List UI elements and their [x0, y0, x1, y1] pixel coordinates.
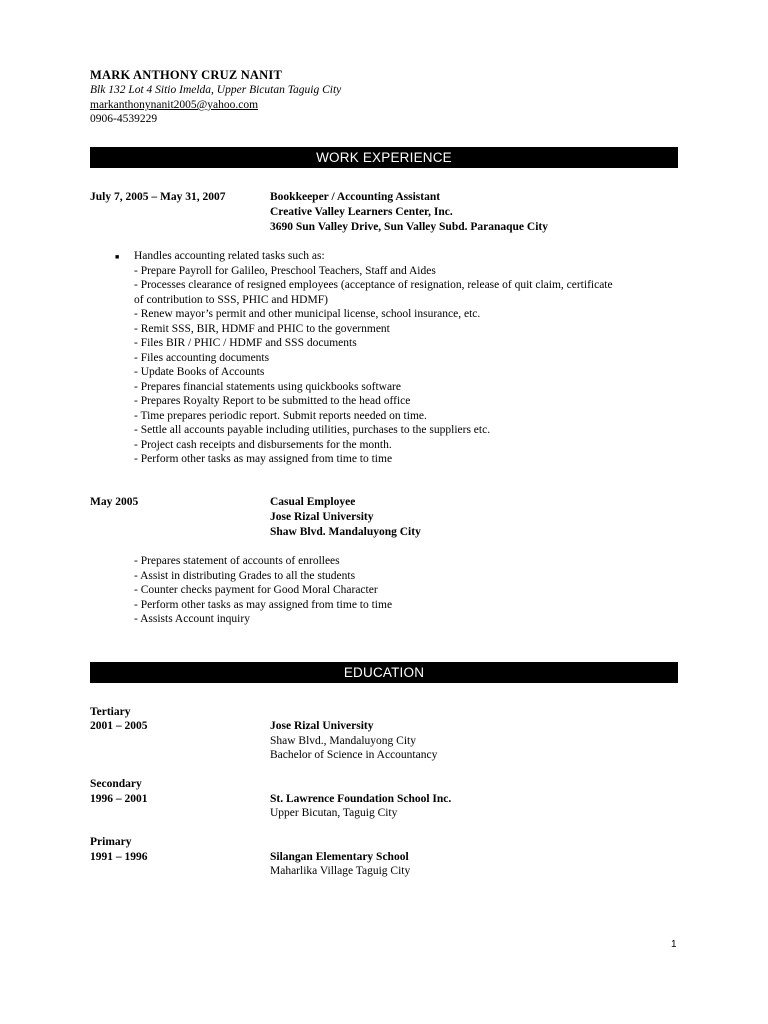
secondary-address: Upper Bicutan, Taguig City	[270, 807, 398, 819]
list-item: - Remit SSS, BIR, HDMF and PHIC to the government	[134, 322, 390, 335]
list-item: - Prepares statement of accounts of enrollees	[134, 555, 340, 567]
list-item: - Files BIR / PHIC / HDMF and SSS documents	[134, 337, 357, 349]
secondary-label: Secondary	[90, 778, 142, 790]
list-item: - Renew mayor’s permit and other municipal license, school insurance, etc.	[134, 308, 481, 320]
list-item: - Project cash receipts and disbursements for the month.	[134, 438, 392, 451]
primary-years: 1991 – 1996	[90, 851, 148, 863]
applicant-name: MARK ANTHONY CRUZ NANIT	[90, 68, 282, 82]
applicant-address: Blk 132 Lot 4 Sitio Imelda, Upper Bicutan Taguig City	[90, 84, 342, 96]
list-item: - Processes clearance of resigned employees (acceptance of resignation, release of quit claim, certificate	[134, 279, 613, 291]
list-item: - Assists Account inquiry	[134, 613, 250, 625]
job2-duties-list	[134, 554, 392, 627]
list-item: - Prepares financial statements using quickbooks software	[134, 380, 401, 393]
job2-company: Jose Rizal University	[270, 511, 374, 523]
primary-address: Maharlika Village Taguig City	[270, 865, 411, 877]
job2-location: Shaw Blvd. Mandaluyong City	[270, 526, 421, 538]
list-item: - Counter checks payment for Good Moral Character	[134, 584, 378, 596]
tertiary-address: Shaw Blvd., Mandaluyong City	[270, 735, 416, 747]
list-item: Handles accounting related tasks such as:	[134, 250, 325, 262]
bullet-icon: ■	[115, 253, 120, 261]
secondary-years: 1996 – 2001	[90, 793, 148, 805]
job1-dates: July 7, 2005 – May 31, 2007	[90, 191, 226, 203]
work-experience-heading: WORK EXPERIENCE	[90, 147, 678, 168]
list-item: - Update Books of Accounts	[134, 366, 265, 378]
list-item: - Settle all accounts payable including utilities, purchases to the suppliers etc.	[134, 424, 491, 436]
list-item: - Perform other tasks as may assigned from time to time	[134, 598, 393, 611]
tertiary-school: Jose Rizal University	[270, 720, 374, 732]
list-item: - Time prepares periodic report. Submit reports needed on time.	[134, 409, 427, 422]
primary-school: Silangan Elementary School	[270, 851, 409, 863]
list-item: of contribution to SSS, PHIC and HDMF)	[134, 293, 328, 306]
applicant-phone: 0906-4539229	[90, 113, 158, 125]
list-item: - Files accounting documents	[134, 351, 270, 364]
job1-location: 3690 Sun Valley Drive, Sun Valley Subd. Paranaque City	[270, 221, 548, 233]
primary-label: Primary	[90, 836, 132, 848]
job1-title: Bookkeeper / Accounting Assistant	[270, 191, 441, 203]
job2-title: Casual Employee	[270, 496, 356, 508]
job1-duties-list	[134, 249, 613, 467]
applicant-email-link[interactable]: markanthonynanit2005@yahoo.com	[90, 99, 259, 111]
education-heading: EDUCATION	[90, 662, 678, 683]
list-item: - Perform other tasks as may assigned from time to time	[134, 453, 393, 465]
list-item: - Prepares Royalty Report to be submitted to the head office	[134, 395, 411, 407]
tertiary-label: Tertiary	[90, 706, 131, 718]
job2-dates: May 2005	[90, 496, 139, 508]
secondary-school: St. Lawrence Foundation School Inc.	[270, 793, 452, 805]
page-number: 1	[671, 939, 677, 950]
tertiary-degree: Bachelor of Science in Accountancy	[270, 749, 438, 761]
tertiary-years: 2001 – 2005	[90, 720, 148, 732]
list-item: - Prepare Payroll for Galileo, Preschool Teachers, Staff and Aides	[134, 264, 436, 277]
job1-company: Creative Valley Learners Center, Inc.	[270, 206, 453, 218]
list-item: - Assist in distributing Grades to all the students	[134, 569, 356, 582]
